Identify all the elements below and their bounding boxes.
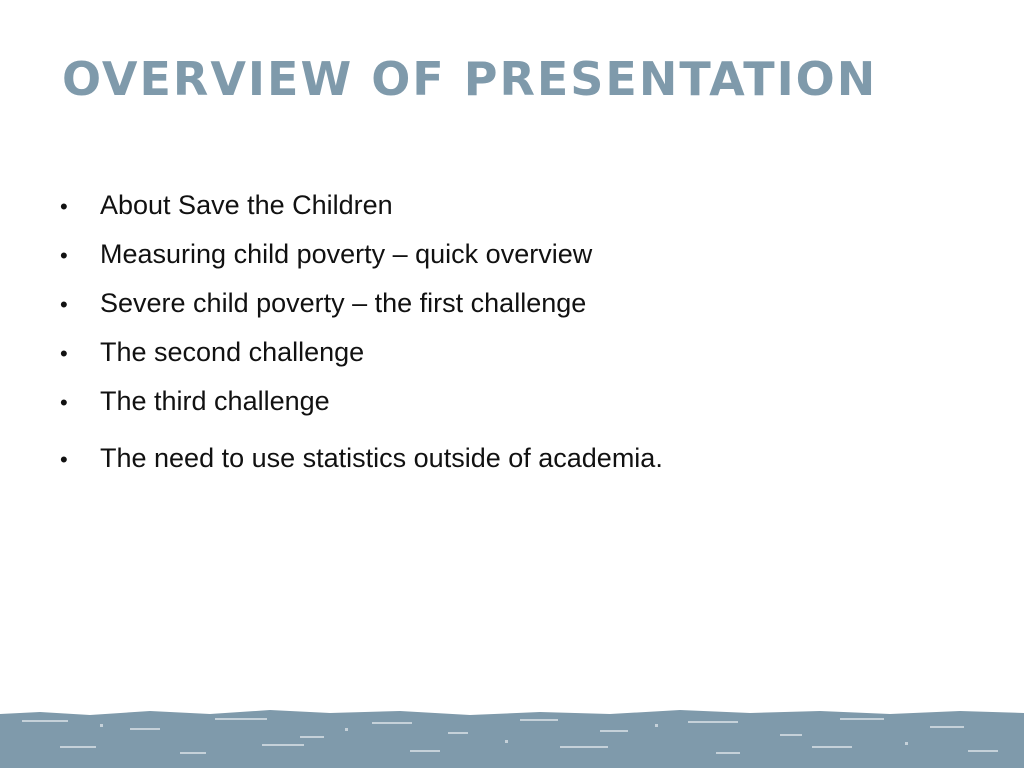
bullet-text: Severe child poverty – the first challenge <box>100 288 587 318</box>
bullet-text: Measuring child poverty – quick overview <box>100 239 593 269</box>
bullet-text: About Save the Children <box>100 190 393 220</box>
bullet-list <box>60 190 663 492</box>
bullet-text: The need to use statistics outside of academia. <box>100 443 663 473</box>
bullet-item <box>60 386 663 435</box>
bullet-item <box>60 288 663 337</box>
bullet-item <box>60 337 663 386</box>
bullet-icon: • <box>60 194 68 219</box>
bullet-item <box>60 239 663 288</box>
bullet-text: The second challenge <box>100 337 365 367</box>
bullet-icon: • <box>60 292 68 317</box>
footer-band <box>0 706 1024 768</box>
bullet-icon: • <box>60 447 68 472</box>
bullet-icon: • <box>60 390 68 415</box>
bullet-item <box>60 443 663 492</box>
bullet-icon: • <box>60 243 68 268</box>
slide-title: OVERVIEW OF PRESENTATION <box>62 52 878 106</box>
bullet-icon: • <box>60 341 68 366</box>
bullet-item <box>60 190 663 239</box>
bullet-text: The third challenge <box>100 386 330 416</box>
